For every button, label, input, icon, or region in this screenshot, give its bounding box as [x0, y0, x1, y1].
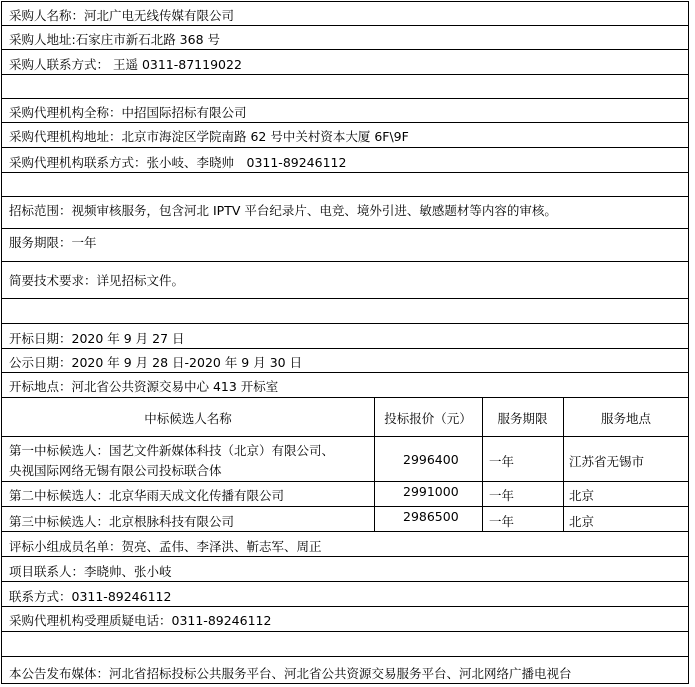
candidate-period: 一年: [489, 514, 515, 529]
tech-requirements-row: [1, 261, 689, 298]
candidate-period: 一年: [489, 454, 515, 469]
purchaser-contact-row: [1, 49, 689, 74]
scope-row: [1, 196, 689, 228]
service-period-row: [1, 228, 689, 261]
candidate-price: 2991000: [403, 484, 459, 499]
candidates-header-row: [1, 397, 689, 436]
column-divider: [374, 507, 375, 531]
opening-date-row: [1, 323, 689, 348]
candidate-period: 一年: [489, 488, 515, 503]
announcement-table: [1, 1, 691, 684]
opening-location: 开标地点：河北省公共资源交易中心 413 开标室: [9, 379, 279, 394]
candidate-row-1: [1, 436, 689, 481]
agency-contact: 采购代理机构联系方式：张小岐、李晓帅 0311-89246112: [9, 155, 347, 170]
candidate-location: 北京: [569, 514, 595, 529]
blank-row: [1, 172, 689, 196]
header-service-location: 服务地点: [600, 411, 651, 426]
candidate-location: 北京: [569, 488, 595, 503]
complaint-phone-row: [1, 606, 689, 631]
purchaser-address: 采购人地址:石家庄市新石北路 368 号: [9, 32, 221, 47]
project-contact-row: [1, 556, 689, 581]
column-divider: [374, 482, 375, 506]
header-candidate-name: 中标候选人名称: [144, 411, 232, 426]
project-contact: 项目联系人：李晓帅、张小岐: [9, 564, 172, 579]
agency-name-row: [1, 98, 689, 122]
column-divider: [563, 482, 564, 506]
candidate-name-line1: 第二中标候选人：北京华雨天成文化传播有限公司: [9, 488, 285, 503]
header-service-period: 服务期限: [497, 411, 548, 426]
publicity-date: 公示日期：2020 年 9 月 28 日-2020 年 9 月 30 日: [9, 355, 303, 370]
blank-row: [1, 298, 689, 323]
candidate-name-line1: 第一中标候选人：国艺文件新媒体科技（北京）有限公司、: [9, 443, 335, 458]
tender-scope: 招标范围：视频审核服务，包含河北 IPTV 平台纪录片、电竞、境外引进、敏感题材等内容的审核。: [9, 203, 557, 218]
candidate-row-3: [1, 506, 689, 531]
opening-date: 开标日期：2020 年 9 月 27 日: [9, 331, 185, 346]
agency-address: 采购代理机构地址：北京市海淀区学院南路 62 号中关村资本大厦 6F\9F: [9, 129, 409, 144]
purchaser-name-row: [1, 1, 689, 25]
complaint-phone: 采购代理机构受理质疑电话：0311-89246112: [9, 613, 272, 628]
service-period: 服务期限：一年: [9, 235, 97, 250]
column-divider: [374, 437, 375, 481]
evaluation-panel: 评标小组成员名单：贺亮、孟伟、李泽洪、靳志军、周正: [9, 539, 322, 554]
panel-row: [1, 531, 689, 556]
purchaser-contact: 采购人联系方式： 王遥 0311-87119022: [9, 57, 242, 72]
header-bid-price: 投标报价（元）: [384, 411, 472, 426]
blank-row: [1, 74, 689, 98]
agency-name: 采购代理机构全称：中招国际招标有限公司: [9, 105, 247, 120]
opening-location-row: [1, 372, 689, 397]
column-divider: [482, 437, 483, 481]
publication-media: 本公告发布媒体：河北省招标投标公共服务平台、河北省公共资源交易服务平台、河北网络广播电视台: [9, 666, 572, 681]
candidate-price: 2996400: [403, 452, 459, 467]
publicity-date-row: [1, 348, 689, 372]
candidate-name-line2: 央视国际网络无锡有限公司投标联合体: [9, 463, 222, 478]
column-divider: [482, 482, 483, 506]
column-divider: [563, 437, 564, 481]
candidate-row-2: [1, 481, 689, 506]
agency-address-row: [1, 122, 689, 147]
media-row: [1, 656, 689, 684]
agency-contact-row: [1, 147, 689, 172]
candidate-price: 2986500: [403, 509, 459, 524]
contact-phone: 联系方式：0311-89246112: [9, 589, 172, 604]
candidate-location: 江苏省无锡市: [569, 454, 645, 469]
purchaser-name: 采购人名称：河北广电无线传媒有限公司: [9, 8, 235, 23]
purchaser-address-row: [1, 25, 689, 49]
blank-row: [1, 631, 689, 656]
column-divider: [482, 507, 483, 531]
phone-row: [1, 581, 689, 606]
column-divider: [563, 507, 564, 531]
candidate-name-line1: 第三中标候选人：北京根脉科技有限公司: [9, 514, 235, 529]
tech-requirements: 简要技术要求：详见招标文件。: [9, 273, 185, 288]
